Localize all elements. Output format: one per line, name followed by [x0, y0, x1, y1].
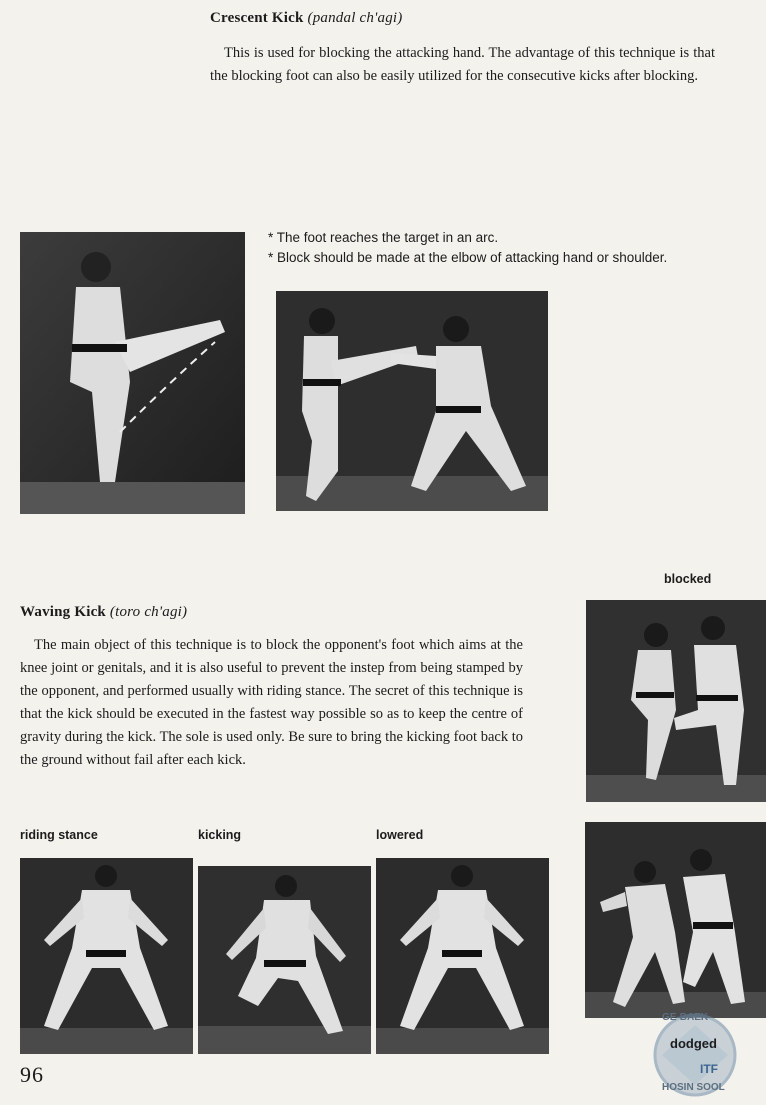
- crescent-kick-heading: [210, 10, 402, 27]
- crescent-note-2: * Block should be made at the elbow of attacking hand or shoulder.: [268, 250, 668, 265]
- waving-kick-blocked-photo: [586, 600, 766, 802]
- watermark-mid-text: ITF: [700, 1062, 718, 1076]
- caption-lowered: lowered: [376, 828, 424, 842]
- crescent-note-1: * The foot reaches the target in an arc.: [268, 230, 499, 245]
- page-number: 96: [20, 1062, 44, 1087]
- crescent-kick-block-photo: [276, 291, 548, 511]
- waving-kick-dodged-photo: [585, 822, 766, 1018]
- waving-kick-title: Waving Kick: [20, 604, 106, 620]
- crescent-kick-native-name: (pandal ch'agi): [307, 10, 403, 26]
- caption-kicking: kicking: [198, 828, 242, 842]
- watermark-top-text: GE-BAEK: [662, 1012, 709, 1023]
- crescent-kick-notes: [268, 228, 758, 268]
- caption-riding-stance: riding stance: [20, 828, 98, 842]
- waving-kick-native-name: (toro ch'agi): [109, 604, 188, 620]
- crescent-kick-description: This is used for blocking the attacking hand. The advantage of this technique is that the blocking foot can also be easily utilized for the consecutive kicks after blocking.: [210, 45, 715, 84]
- waving-kick-heading: [20, 604, 187, 621]
- crescent-kick-title: Crescent Kick: [210, 10, 304, 26]
- lowered-photo: [376, 858, 549, 1054]
- caption-dodged: dodged: [670, 1036, 717, 1051]
- watermark-bottom-text: HOSIN SOOL: [662, 1082, 725, 1093]
- kicking-photo: [198, 866, 371, 1054]
- riding-stance-photo: [20, 858, 193, 1054]
- waving-kick-description: The main object of this technique is to block the opponent's foot which aims at the knee joint or genitals, and it is also useful to prevent the instep from being stamped by the opponent, and performed usually with riding stance. The secret of this technique is that the kick should be executed in the fastest way possible so as to keep the centre of gravity during the kick. The sole is used only. Be sure to bring the kicking foot back to the ground without fail after each kick.: [20, 637, 523, 768]
- crescent-kick-solo-photo: [20, 232, 245, 514]
- caption-blocked: blocked: [664, 572, 712, 586]
